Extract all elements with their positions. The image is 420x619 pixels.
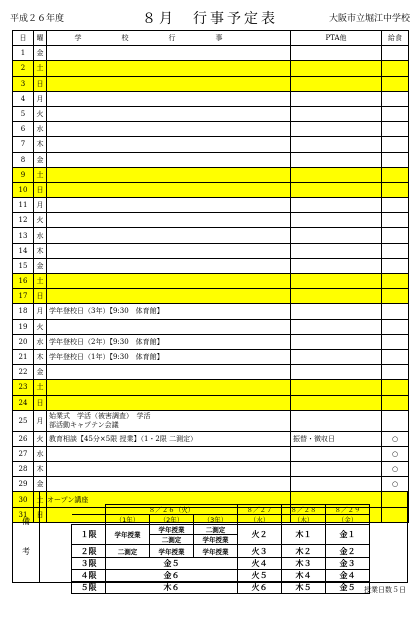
weekday: 土 (34, 167, 47, 182)
p5-29: 金５ (326, 582, 370, 594)
pta-event (291, 410, 382, 431)
p1-27: 火２ (238, 525, 282, 545)
school-event (47, 462, 291, 477)
table-row (13, 349, 409, 364)
day-number: 17 (13, 289, 34, 304)
fiscal-year: 平成２６年度 (10, 14, 65, 24)
p4-29: 金４ (326, 570, 370, 582)
school-event (47, 410, 291, 431)
p1-g2a: 学年授業 (150, 525, 194, 535)
table-row (13, 410, 409, 431)
weekday: 土 (34, 61, 47, 76)
pta-event (291, 182, 382, 197)
day-number: 20 (13, 334, 34, 349)
school-event (47, 182, 291, 197)
day-number: 27 (13, 446, 34, 461)
p4-28: 木４ (282, 570, 326, 582)
school-event (47, 152, 291, 167)
day-number: 16 (13, 274, 34, 289)
school-event (47, 243, 291, 258)
pta-event (291, 289, 382, 304)
school-event-line: 部活動キャプテン会議 (49, 420, 119, 429)
school-name: 大阪市立堀江中学校 (328, 14, 410, 24)
weekday: 日 (34, 507, 47, 522)
grade-2: （2年） (150, 515, 194, 525)
col-day: 日 (13, 31, 34, 46)
table-row (13, 274, 409, 289)
table-row (13, 258, 409, 273)
school-event (47, 167, 291, 182)
day-number: 18 (13, 304, 34, 319)
lunch-mark (382, 228, 409, 243)
lunch-mark (382, 304, 409, 319)
weekday: 日 (34, 182, 47, 197)
day-number: 8 (13, 152, 34, 167)
day-number: 6 (13, 122, 34, 137)
period-2: ２限 (72, 545, 106, 558)
day-number: 4 (13, 91, 34, 106)
school-event (47, 446, 291, 461)
pta-event (291, 462, 382, 477)
school-event (47, 477, 291, 492)
table-row (13, 334, 409, 349)
pta-event (291, 91, 382, 106)
table-row (13, 137, 409, 152)
pta-event (291, 122, 382, 137)
p3-26: 金５ (106, 558, 238, 570)
lunch-mark (382, 213, 409, 228)
school-event (47, 395, 291, 410)
school-event: 学年登校日（1年）【9:30 体育館】 (47, 349, 291, 364)
p1-29: 金１ (326, 525, 370, 545)
school-event (47, 122, 291, 137)
weekday: 木 (34, 137, 47, 152)
table-row (13, 395, 409, 410)
table-row (13, 91, 409, 106)
day-27: （水） (238, 515, 282, 525)
day-number: 10 (13, 182, 34, 197)
period-3: ３限 (72, 558, 106, 570)
weekday: 水 (34, 446, 47, 461)
lunch-mark (382, 61, 409, 76)
p2-28: 木２ (282, 545, 326, 558)
weekday: 水 (34, 334, 47, 349)
class-days-total: 授業日数５日 (364, 586, 406, 594)
lunch-mark (382, 334, 409, 349)
weekday: 火 (34, 431, 47, 446)
pta-event (291, 243, 382, 258)
lunch-mark (382, 198, 409, 213)
p1-g3a: 二測定 (194, 525, 238, 535)
weekday: 木 (34, 243, 47, 258)
weekday: 日 (34, 395, 47, 410)
table-row (13, 167, 409, 182)
pta-event (291, 46, 382, 61)
day-number: 19 (13, 319, 34, 334)
school-event (47, 274, 291, 289)
table-row (13, 182, 409, 197)
weekday: 火 (34, 106, 47, 121)
table-row (13, 46, 409, 61)
school-event: 教育相談【45分×5限 授業】（1・2限 二測定） (47, 431, 291, 446)
p2-g1: 二測定 (106, 545, 150, 558)
lunch-mark (382, 243, 409, 258)
weekday: 水 (34, 122, 47, 137)
school-event: 学年登校日（2年）【9:30 体育館】 (47, 334, 291, 349)
pta-event (291, 167, 382, 182)
lunch-mark (382, 410, 409, 431)
p4-27: 火５ (238, 570, 282, 582)
school-event (47, 46, 291, 61)
p1-28: 木１ (282, 525, 326, 545)
grade-1: （1年） (106, 515, 150, 525)
table-row (13, 243, 409, 258)
pta-event (291, 365, 382, 380)
p2-27: 火３ (238, 545, 282, 558)
lunch-mark (382, 182, 409, 197)
col-weekday: 曜 (34, 31, 47, 46)
pta-event (291, 228, 382, 243)
weekday: 金 (34, 258, 47, 273)
p3-27: 火４ (238, 558, 282, 570)
lunch-mark (382, 380, 409, 395)
table-row (13, 152, 409, 167)
lunch-mark (382, 76, 409, 91)
remarks-label-bottom: 考 (22, 547, 30, 556)
weekday: 月 (34, 304, 47, 319)
school-event (47, 289, 291, 304)
table-row (13, 431, 409, 446)
col-school-events: 学校行事 (47, 31, 291, 46)
pta-event (291, 258, 382, 273)
school-event (47, 61, 291, 76)
lunch-mark (382, 258, 409, 273)
lunch-mark: ○ (382, 446, 409, 461)
day-number: 15 (13, 258, 34, 273)
day-number: 23 (13, 380, 34, 395)
pta-event (291, 334, 382, 349)
day-number: 26 (13, 431, 34, 446)
weekday: 木 (34, 462, 47, 477)
table-row (13, 122, 409, 137)
p5-26: 木６ (106, 582, 238, 594)
lunch-mark: ○ (382, 477, 409, 492)
day-number: 22 (13, 365, 34, 380)
school-event: 学年登校日（3年）【9:30 体育館】 (47, 304, 291, 319)
day-number: 5 (13, 106, 34, 121)
p2-g3: 学年授業 (194, 545, 238, 558)
weekday: 月 (34, 410, 47, 431)
day-number: 30 (13, 492, 34, 507)
lunch-mark (382, 106, 409, 121)
school-event (47, 91, 291, 106)
weekday: 火 (34, 213, 47, 228)
day-29: （金） (326, 515, 370, 525)
pta-event: 振替・徴収日 (291, 431, 382, 446)
schedule-table (12, 30, 409, 523)
pta-event (291, 380, 382, 395)
lunch-mark (382, 395, 409, 410)
p3-28: 木３ (282, 558, 326, 570)
pta-event (291, 274, 382, 289)
p3-29: 金３ (326, 558, 370, 570)
day-number: 13 (13, 228, 34, 243)
day-number: 2 (13, 61, 34, 76)
day-number: 24 (13, 395, 34, 410)
weekday: 金 (34, 152, 47, 167)
weekday: 月 (34, 91, 47, 106)
weekday: 木 (34, 349, 47, 364)
lunch-mark (382, 137, 409, 152)
pta-event (291, 76, 382, 91)
school-event (47, 106, 291, 121)
remarks-label-top: 備 (22, 517, 30, 526)
day-number: 9 (13, 167, 34, 182)
lunch-mark (382, 365, 409, 380)
weekday: 土 (34, 492, 47, 507)
p1-g3b: 学年授業 (194, 535, 238, 545)
weekday: 水 (34, 228, 47, 243)
day-number: 11 (13, 198, 34, 213)
remarks-label (13, 492, 40, 582)
pta-event (291, 446, 382, 461)
period-4: ４限 (72, 570, 106, 582)
header-row (13, 31, 409, 46)
pta-event (291, 319, 382, 334)
day-number: 12 (13, 213, 34, 228)
col-pta: PTA他 (291, 31, 382, 46)
col-lunch: 給食 (382, 31, 409, 46)
day-number: 14 (13, 243, 34, 258)
weekday: 日 (34, 76, 47, 91)
weekday: 金 (34, 46, 47, 61)
school-event (47, 76, 291, 91)
period-5: ５限 (72, 582, 106, 594)
day-number: 7 (13, 137, 34, 152)
lunch-mark (382, 122, 409, 137)
page-header (0, 8, 420, 28)
day-number: 1 (13, 46, 34, 61)
table-row (13, 304, 409, 319)
p5-27: 火６ (238, 582, 282, 594)
table-row (13, 477, 409, 492)
weekday: 火 (34, 319, 47, 334)
day-number: 21 (13, 349, 34, 364)
weekday: 月 (34, 198, 47, 213)
table-row (13, 61, 409, 76)
weekday: 金 (34, 365, 47, 380)
table-row (13, 380, 409, 395)
weekday: 金 (34, 477, 47, 492)
p1-g2b: 二測定 (150, 535, 194, 545)
lunch-mark: ○ (382, 462, 409, 477)
pta-event (291, 198, 382, 213)
weekday: 土 (34, 274, 47, 289)
table-row (13, 213, 409, 228)
table-row (13, 319, 409, 334)
lunch-mark: ○ (382, 431, 409, 446)
weekday: 土 (34, 380, 47, 395)
day-number: 3 (13, 76, 34, 91)
day-number: 25 (13, 410, 34, 431)
p5-28: 木５ (282, 582, 326, 594)
table-row (13, 289, 409, 304)
table-row (13, 198, 409, 213)
school-event-line: 始業式 学活（被害調査） 学活 (49, 411, 151, 420)
p2-g2: 学年授業 (150, 545, 194, 558)
weekday: 日 (34, 289, 47, 304)
lunch-mark (382, 91, 409, 106)
open-course-title: オープン講座 (47, 496, 89, 504)
school-event (47, 365, 291, 380)
date-28: ８／２８ (282, 505, 326, 515)
day-number: 29 (13, 477, 34, 492)
lunch-mark (382, 274, 409, 289)
school-event (47, 258, 291, 273)
table-row (13, 446, 409, 461)
pta-event (291, 61, 382, 76)
pta-event (291, 213, 382, 228)
date-27: ８／２７ (238, 505, 282, 515)
table-row (13, 106, 409, 121)
day-28: （木） (282, 515, 326, 525)
pta-event (291, 477, 382, 492)
period-1: １限 (72, 525, 106, 545)
school-event (47, 213, 291, 228)
lunch-mark (382, 152, 409, 167)
day-number: 28 (13, 462, 34, 477)
date-26: ８／２６（火） (106, 505, 238, 515)
table-row (13, 228, 409, 243)
p4-26: 金６ (106, 570, 238, 582)
pta-event (291, 152, 382, 167)
pta-event (291, 349, 382, 364)
lunch-mark (382, 319, 409, 334)
pta-event (291, 137, 382, 152)
lunch-mark (382, 167, 409, 182)
school-event (47, 137, 291, 152)
table-row (13, 462, 409, 477)
open-course-table (71, 504, 370, 594)
day-number: 31 (13, 507, 34, 522)
pta-event (291, 106, 382, 121)
grade-3: （3年） (194, 515, 238, 525)
school-event (47, 380, 291, 395)
table-row (13, 365, 409, 380)
p1-g1: 学年授業 (106, 525, 150, 545)
lunch-mark (382, 289, 409, 304)
table-row (13, 76, 409, 91)
p2-29: 金２ (326, 545, 370, 558)
lunch-mark (382, 46, 409, 61)
date-29: ８／２９ (326, 505, 370, 515)
lunch-mark (382, 349, 409, 364)
pta-event (291, 304, 382, 319)
school-event (47, 319, 291, 334)
page-title: ８月 行事予定表 (142, 11, 278, 27)
pta-event (291, 395, 382, 410)
school-event (47, 228, 291, 243)
school-event (47, 198, 291, 213)
